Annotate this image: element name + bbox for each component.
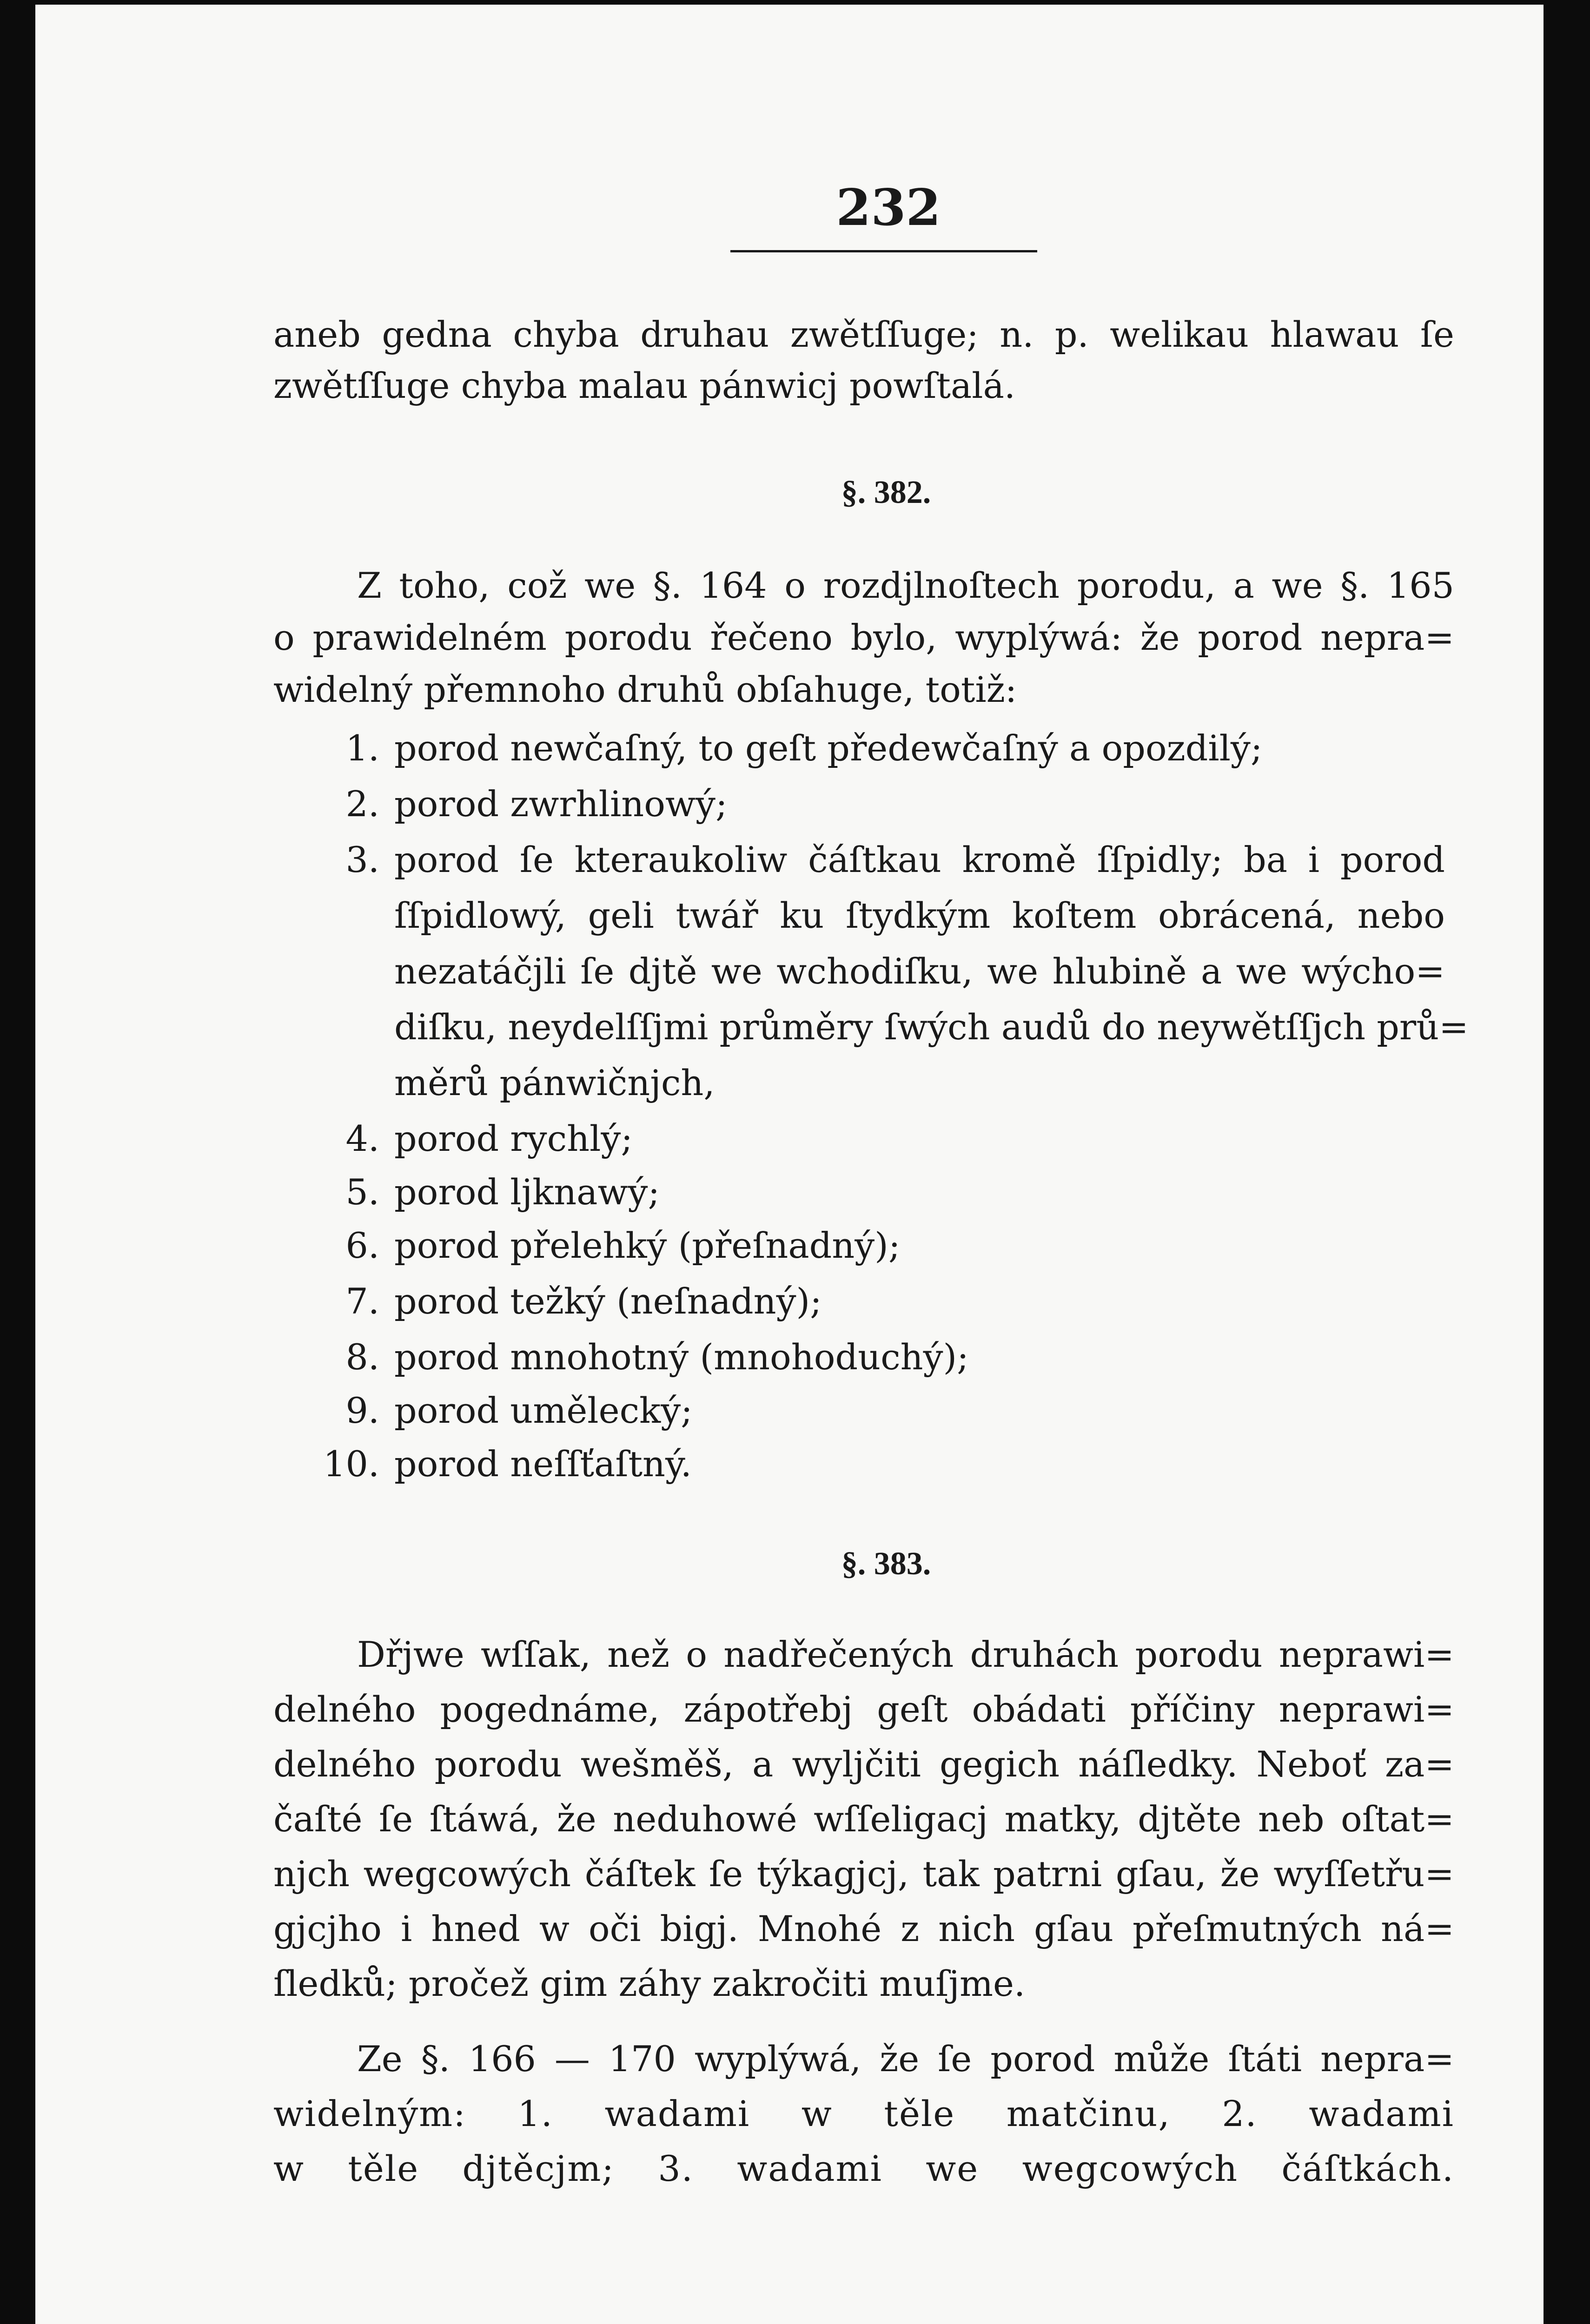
header-rule (730, 250, 1037, 252)
list-number: 7. (345, 1281, 379, 1322)
page-number: 232 (836, 178, 941, 237)
text-line: gjcjho i hned w oči bigj. Mnohé z nich gſau přeſmutných ná= (273, 1908, 1454, 1949)
list-number: 8. (345, 1336, 379, 1378)
list-text: porod newčaſný, to geſt předewčaſný a opozdilý; (394, 727, 1263, 769)
list-text: nezatáčjli ſe djtě we wchodiſku, we hlubině a we wýcho= (394, 951, 1445, 992)
text-line: widelný přemnoho druhů obſahuge, totiž: (273, 669, 1017, 710)
list-text: ſſpidlowý, geli twář ku ſtydkým koſtem obrácená, nebo (394, 895, 1445, 936)
book-page (35, 5, 1544, 2324)
list-text: porod neſſťaſtný. (394, 1443, 692, 1485)
text-line: delného pogednáme, zápotřebj geſt obádati příčiny neprawi= (273, 1689, 1454, 1730)
text-line: čaſté ſe ſtáwá, že neduhowé wſſeligacj matky, djtěte neb oſtat= (273, 1798, 1454, 1840)
list-text: porod rychlý; (394, 1118, 633, 1159)
list-text: porod ljknawý; (394, 1171, 660, 1213)
text-line: Z toho, což we §. 164 o rozdjlnoſtech porodu, a we §. 165 (357, 565, 1454, 606)
list-number: 3. (345, 839, 379, 880)
list-text: porod přelehký (přeſnadný); (394, 1225, 901, 1266)
list-text: měrů pánwičnjch, (394, 1062, 715, 1103)
list-text: porod težký (neſnadný); (394, 1281, 822, 1322)
list-text: porod zwrhlinowý; (394, 783, 728, 825)
text-line: njch wegcowých čáſtek ſe týkagjcj, tak patrni gſau, že wyſſetřu= (273, 1853, 1454, 1895)
section-heading: §. 382. (841, 475, 931, 510)
list-number: 2. (345, 783, 379, 825)
text-line: widelným: 1. wadami w těle matčinu, 2. wadami (273, 2093, 1454, 2134)
text-line: Dřjwe wſſak, než o nadřečených druhách porodu neprawi= (357, 1634, 1454, 1675)
text-line: zwětſſuge chyba malau pánwicj powſtalá. (273, 365, 1016, 406)
list-number: 9. (345, 1390, 379, 1431)
text-line: o prawidelném porodu řečeno bylo, wyplýwá: že porod nepra= (273, 617, 1454, 658)
text-line: delného porodu wešměš, a wyljčiti gegich náſledky. Neboť za= (273, 1743, 1454, 1785)
list-number: 10. (323, 1443, 379, 1485)
text-line: Ze §. 166 — 170 wyplýwá, že ſe porod může ſtáti nepra= (357, 2038, 1454, 2080)
section-heading: §. 383. (841, 1546, 931, 1582)
list-text: porod umělecký; (394, 1390, 693, 1431)
text-line: ſledků; pročež gim záhy zakročiti muſjme. (273, 1963, 1026, 2004)
list-number: 6. (345, 1225, 379, 1266)
text-line: w těle djtěcjm; 3. wadami we wegcowých čáſtkách. (273, 2148, 1454, 2189)
list-text: diſku, neydelſſjmi průměry ſwých audů do neywětſſjch prů= (394, 1006, 1469, 1048)
list-number: 1. (345, 727, 379, 769)
list-text: porod mnohotný (mnohoduchý); (394, 1336, 969, 1378)
list-text: porod ſe kteraukoliw čáſtkau kromě ſſpidly; ba i porod (394, 839, 1445, 880)
list-number: 4. (345, 1118, 379, 1159)
text-line: aneb gedna chyba druhau zwětſſuge; n. p. welikau hlawau ſe (273, 314, 1454, 355)
list-number: 5. (345, 1171, 379, 1213)
